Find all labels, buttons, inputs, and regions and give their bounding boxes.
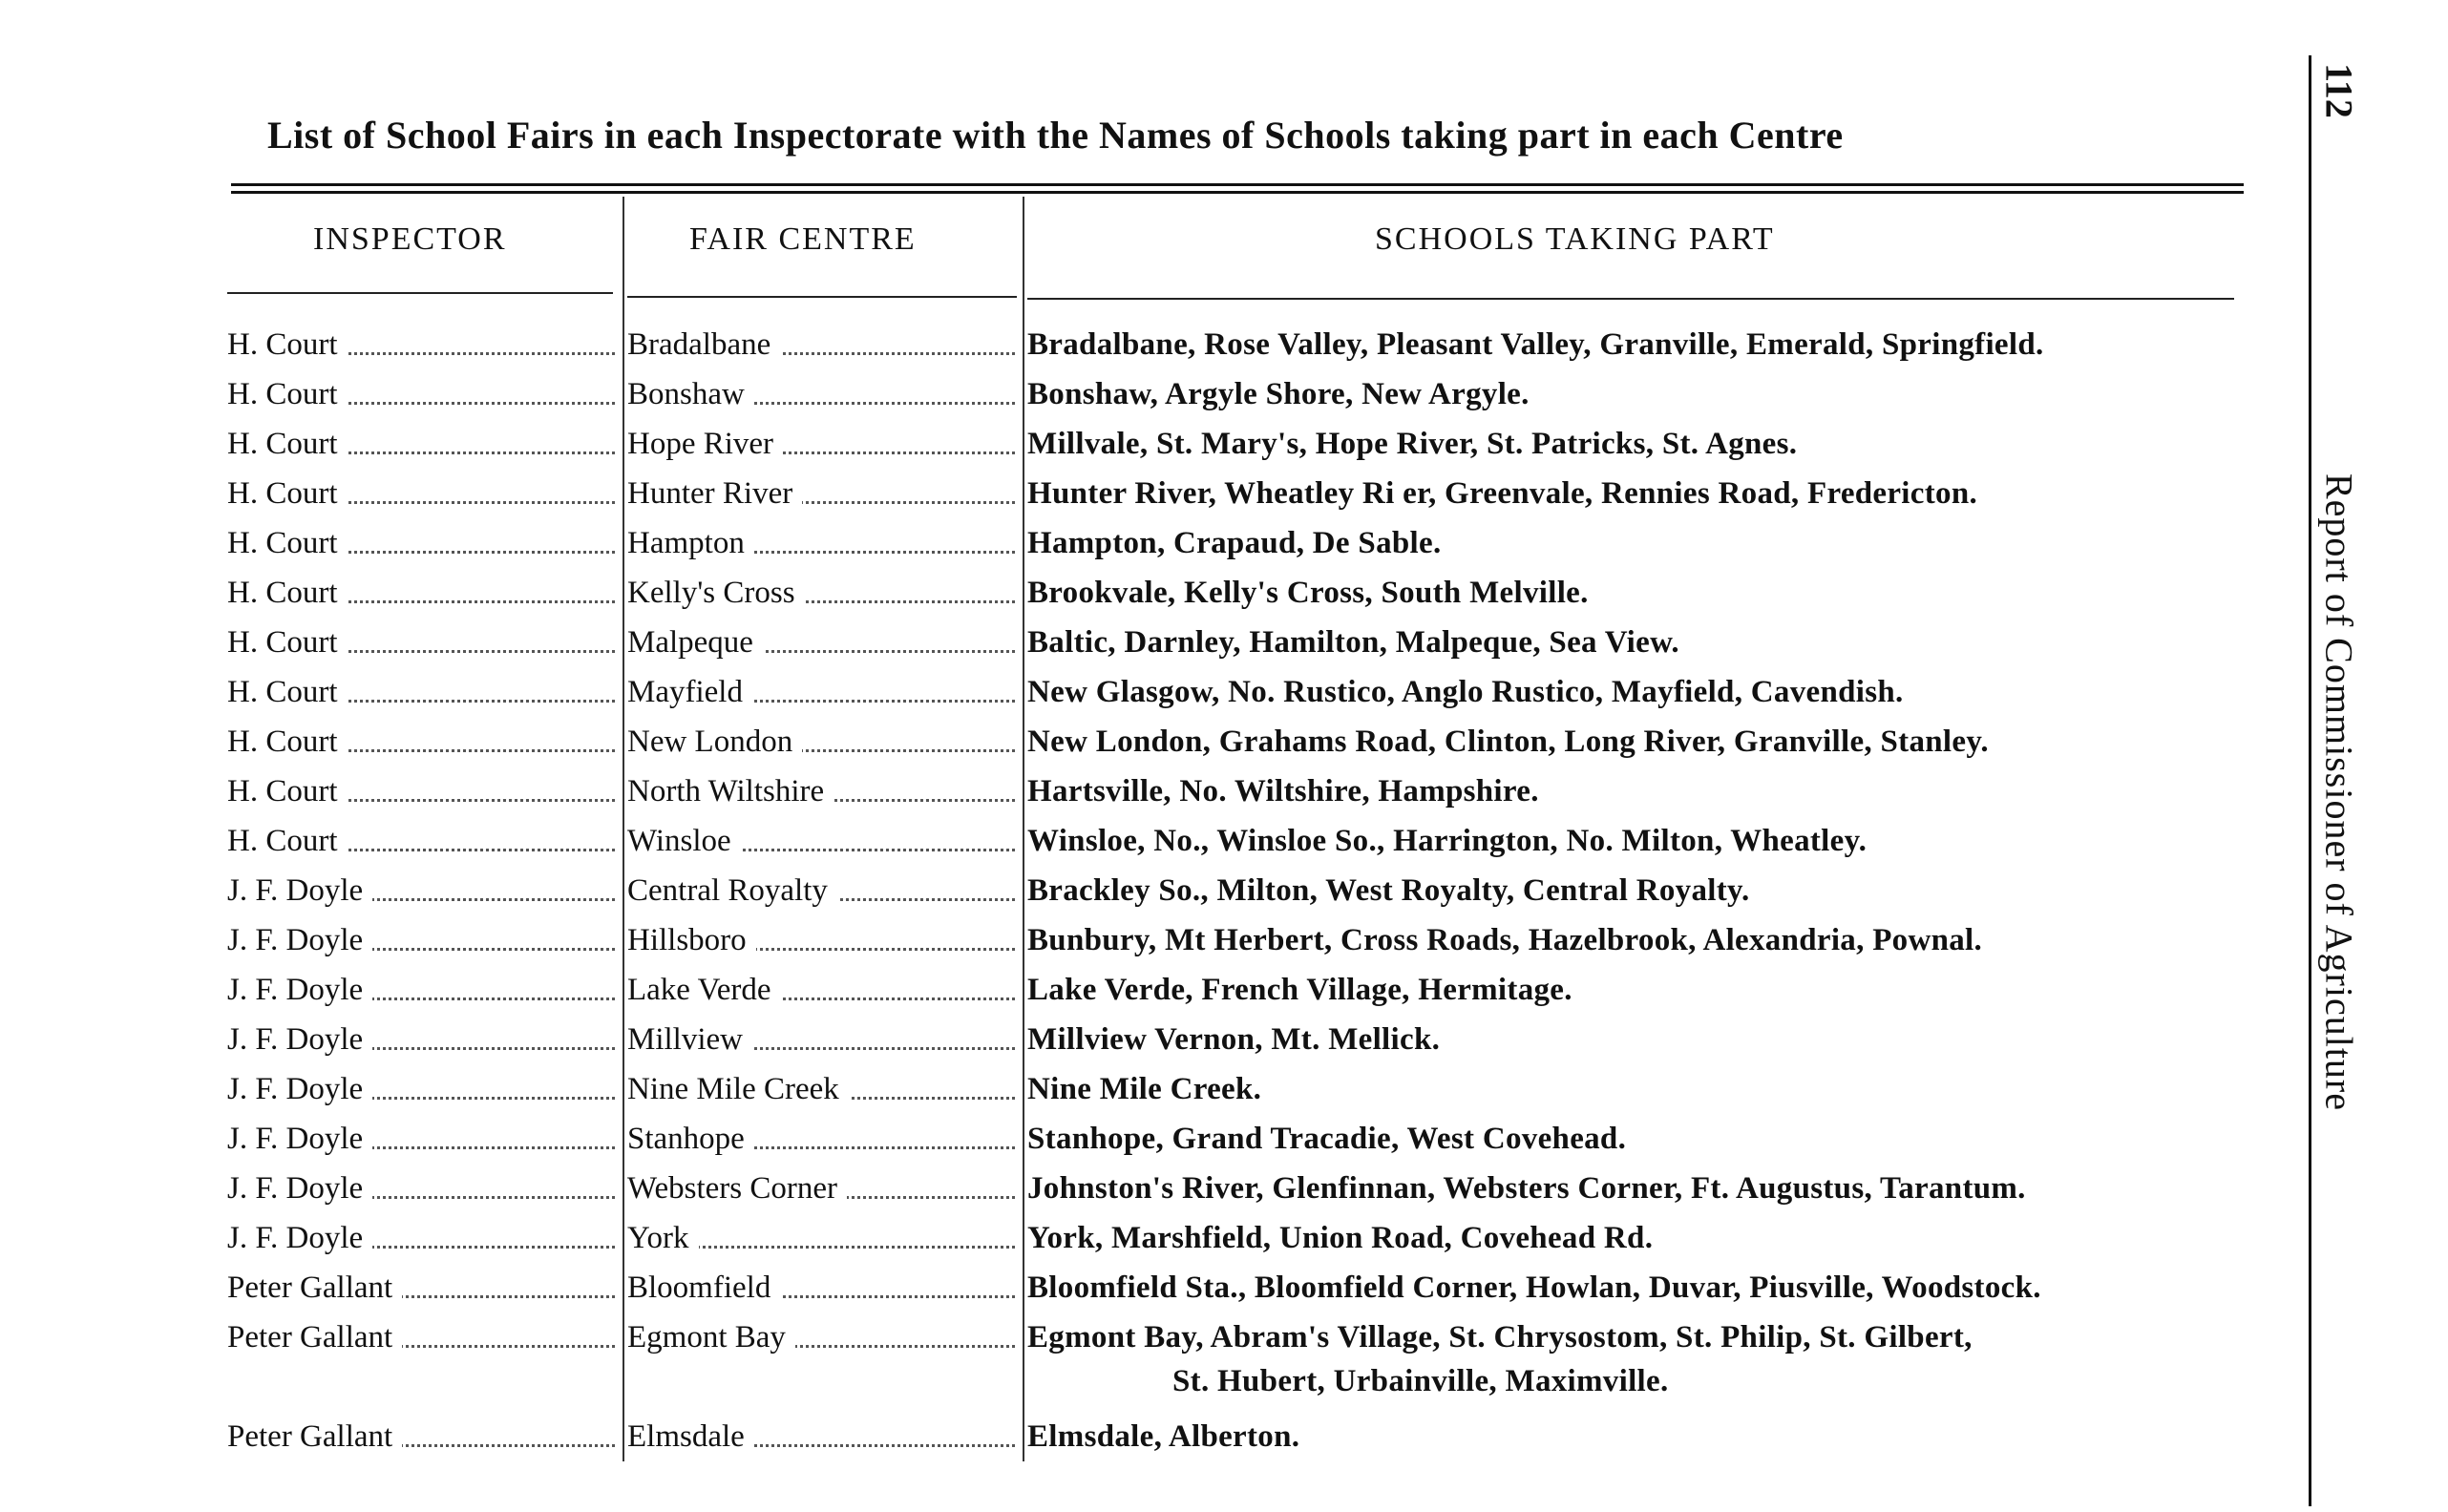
- fair-centre-cell-text: Bradalbane: [627, 327, 780, 362]
- inspector-cell: [227, 816, 619, 866]
- fair-centre-cell: [627, 1263, 1019, 1312]
- schools-cell: [1027, 1312, 2259, 1362]
- fair-centre-cell: [627, 1412, 1019, 1461]
- schools-cell: [1027, 866, 2259, 915]
- fair-centre-cell-text: Mayfield: [627, 675, 752, 709]
- fair-centre-cell: [627, 965, 1019, 1015]
- table-row: [0, 1064, 2448, 1114]
- schools-cell: [1027, 1064, 2259, 1114]
- schools-cell: [1027, 915, 2259, 965]
- running-title: [2311, 401, 2368, 1184]
- inspector-cell-text: H. Court: [227, 774, 348, 808]
- fair-centre-cell: [627, 766, 1019, 816]
- inspector-cell-text: H. Court: [227, 377, 348, 411]
- schools-cell-text: Elmsdale, Alberton.: [1027, 1419, 1309, 1454]
- inspector-cell: [227, 1263, 619, 1312]
- table-row: [0, 419, 2448, 469]
- header-inspector: INSPECTOR: [313, 221, 507, 257]
- schools-cell-text: Egmont Bay, Abram's Village, St. Chrysostom, St. Philip, St. Gilbert,: [1027, 1320, 1982, 1354]
- fair-centre-cell-text: Central Royalty: [627, 873, 837, 908]
- fair-centre-cell: [627, 866, 1019, 915]
- schools-cell: [1027, 1164, 2259, 1213]
- fair-centre-cell: [627, 1114, 1019, 1164]
- table-row: [0, 667, 2448, 717]
- inspector-cell-text: J. F. Doyle: [227, 1072, 372, 1106]
- fair-centre-cell-text: Stanhope: [627, 1122, 754, 1156]
- schools-cell: [1027, 518, 2259, 568]
- table-row: [0, 618, 2448, 667]
- inspector-cell-text: J. F. Doyle: [227, 1122, 372, 1156]
- table-row: [0, 1263, 2448, 1312]
- inspector-cell: [227, 518, 619, 568]
- inspector-cell-text: J. F. Doyle: [227, 1221, 372, 1255]
- fair-centre-cell-text: Winsloe: [627, 824, 741, 858]
- inspector-cell: [227, 369, 619, 419]
- header-schools: SCHOOLS TAKING PART: [1375, 221, 1775, 257]
- table-row: [0, 1114, 2448, 1164]
- inspector-cell-text: J. F. Doyle: [227, 1022, 372, 1057]
- schools-cell-text: Hunter River, Wheatley Ri er, Greenvale, Rennies Road, Fredericton.: [1027, 476, 1987, 511]
- inspector-cell-text: H. Court: [227, 327, 348, 362]
- fair-centre-cell: [627, 568, 1019, 618]
- schools-cell-text: Winsloe, No., Winsloe So., Harrington, No. Milton, Wheatley.: [1027, 824, 1876, 858]
- fair-centre-cell-text: Hampton: [627, 526, 754, 560]
- header-underline-1: [227, 292, 613, 294]
- fair-centre-cell-text: Malpeque: [627, 625, 763, 660]
- inspector-cell-text: H. Court: [227, 675, 348, 709]
- fair-centre-cell: [627, 1164, 1019, 1213]
- inspector-cell: [227, 766, 619, 816]
- fair-centre-cell-text: Hope River: [627, 427, 783, 461]
- fair-centre-cell: [627, 816, 1019, 866]
- schools-cell-text: Millvale, St. Mary's, Hope River, St. Patricks, St. Agnes.: [1027, 427, 1806, 461]
- table-row: [0, 816, 2448, 866]
- inspector-cell: [227, 915, 619, 965]
- inspector-cell-text: Peter Gallant: [227, 1320, 402, 1354]
- schools-cell-text: Stanhope, Grand Tracadie, West Covehead.: [1027, 1122, 1636, 1156]
- table-row: [0, 568, 2448, 618]
- double-rule-top: [231, 183, 2244, 186]
- schools-cell-text: York, Marshfield, Union Road, Covehead Rd.: [1027, 1221, 1662, 1255]
- inspector-cell-text: H. Court: [227, 824, 348, 858]
- schools-cell: [1027, 766, 2259, 816]
- fair-centre-cell: [627, 469, 1019, 518]
- header-fair-centre: FAIR CENTRE: [689, 221, 917, 257]
- fair-centre-cell-text: North Wiltshire: [627, 774, 834, 808]
- inspector-cell: [227, 1164, 619, 1213]
- table-row: [0, 369, 2448, 419]
- schools-cell: [1027, 717, 2259, 766]
- table-row: [0, 469, 2448, 518]
- inspector-cell-text: H. Court: [227, 427, 348, 461]
- header-underline-3: [1027, 298, 2234, 300]
- table-row: [0, 1213, 2448, 1263]
- fair-centre-cell: [627, 1312, 1019, 1362]
- fair-centre-cell: [627, 419, 1019, 469]
- fair-centre-cell: [627, 915, 1019, 965]
- schools-cell-text: Baltic, Darnley, Hamilton, Malpeque, Sea View.: [1027, 625, 1689, 660]
- schools-cell: [1027, 618, 2259, 667]
- schools-cell-text: New Glasgow, No. Rustico, Anglo Rustico, Mayfield, Cavendish.: [1027, 675, 1913, 709]
- page-title: List of School Fairs in each Inspectorate with the Names of Schools taking part in each Centre: [267, 114, 1844, 157]
- table-row: [0, 1164, 2448, 1213]
- inspector-cell: [227, 320, 619, 369]
- fair-centre-cell-text: Lake Verde: [627, 973, 781, 1007]
- fair-centre-cell: [627, 1015, 1019, 1064]
- running-title-text: Report of Commissioner of Agriculture: [2317, 472, 2361, 1112]
- schools-cell-text: Hartsville, No. Wiltshire, Hampshire.: [1027, 774, 1549, 808]
- schools-cell: [1027, 816, 2259, 866]
- schools-cell: [1027, 369, 2259, 419]
- inspector-cell-text: H. Court: [227, 526, 348, 560]
- inspector-cell-text: Peter Gallant: [227, 1270, 402, 1305]
- header-underline-2: [627, 296, 1017, 298]
- schools-cell: [1027, 667, 2259, 717]
- inspector-cell: [227, 667, 619, 717]
- schools-cell: [1027, 320, 2259, 369]
- page-number-text: 112: [2317, 63, 2361, 118]
- schools-cell-text: Bonshaw, Argyle Shore, New Argyle.: [1027, 377, 1539, 411]
- schools-cell: [1027, 1015, 2259, 1064]
- table-row: [0, 1412, 2448, 1461]
- fair-centre-cell: [627, 320, 1019, 369]
- inspector-cell: [227, 419, 619, 469]
- inspector-cell: [227, 1412, 619, 1461]
- fair-centre-cell: [627, 1064, 1019, 1114]
- fair-centre-cell: [627, 618, 1019, 667]
- fair-centre-cell: [627, 1213, 1019, 1263]
- fair-centre-cell-text: York: [627, 1221, 699, 1255]
- fair-centre-cell: [627, 518, 1019, 568]
- schools-cell-text: Brackley So., Milton, West Royalty, Central Royalty.: [1027, 873, 1760, 908]
- schools-cell-text: Bunbury, Mt Herbert, Cross Roads, Hazelbrook, Alexandria, Pownal.: [1027, 923, 1992, 957]
- schools-cell-text: Johnston's River, Glenfinnan, Websters Corner, Ft. Augustus, Tarantum.: [1027, 1171, 2036, 1206]
- schools-cell-text: Bradalbane, Rose Valley, Pleasant Valley, Granville, Emerald, Springfield.: [1027, 327, 2054, 362]
- fair-centre-cell-text: Millview: [627, 1022, 752, 1057]
- table-row: [0, 915, 2448, 965]
- page-number: [2311, 57, 2368, 124]
- schools-cell-text: Brookvale, Kelly's Cross, South Melville.: [1027, 576, 1598, 610]
- inspector-cell-text: J. F. Doyle: [227, 973, 372, 1007]
- inspector-cell: [227, 866, 619, 915]
- inspector-cell-text: Peter Gallant: [227, 1419, 402, 1454]
- fair-centre-cell-text: Elmsdale: [627, 1419, 754, 1454]
- table-row: [0, 965, 2448, 1015]
- inspector-cell-text: H. Court: [227, 625, 348, 660]
- schools-cell-text: Hampton, Crapaud, De Sable.: [1027, 526, 1451, 560]
- schools-cell: [1027, 965, 2259, 1015]
- schools-cell-text: Nine Mile Creek.: [1027, 1072, 1271, 1106]
- table-row: [0, 320, 2448, 369]
- schools-cell-text: Lake Verde, French Village, Hermitage.: [1027, 973, 1582, 1007]
- table-row: [0, 766, 2448, 816]
- inspector-cell: [227, 1114, 619, 1164]
- schools-cell: [1027, 1114, 2259, 1164]
- fair-centre-cell-text: Egmont Bay: [627, 1320, 795, 1354]
- schools-cell-text: Millview Vernon, Mt. Mellick.: [1027, 1022, 1449, 1057]
- inspector-cell-text: J. F. Doyle: [227, 923, 372, 957]
- table-row: [0, 1312, 2448, 1362]
- fair-centre-cell-text: Nine Mile Creek: [627, 1072, 849, 1106]
- fair-centre-cell-text: Hillsboro: [627, 923, 756, 957]
- schools-cell: [1027, 568, 2259, 618]
- fair-centre-cell: [627, 369, 1019, 419]
- inspector-cell: [227, 1015, 619, 1064]
- inspector-cell: [227, 965, 619, 1015]
- schools-cell: [1027, 419, 2259, 469]
- table-row: [0, 717, 2448, 766]
- fair-centre-cell-text: Websters Corner: [627, 1171, 847, 1206]
- fair-centre-cell-text: New London: [627, 724, 802, 759]
- schools-cell: [1027, 469, 2259, 518]
- table-row: [0, 518, 2448, 568]
- fair-centre-cell: [627, 717, 1019, 766]
- inspector-cell: [227, 1213, 619, 1263]
- inspector-cell: [227, 1312, 619, 1362]
- schools-cell: [1027, 1412, 2259, 1461]
- fair-centre-cell: [627, 667, 1019, 717]
- inspector-cell: [227, 717, 619, 766]
- table-row: [0, 1015, 2448, 1064]
- inspector-cell-text: J. F. Doyle: [227, 873, 372, 908]
- schools-cell: [1027, 1213, 2259, 1263]
- inspector-cell: [227, 469, 619, 518]
- inspector-cell-text: H. Court: [227, 476, 348, 511]
- inspector-cell-text: J. F. Doyle: [227, 1171, 372, 1206]
- schools-cell-text: New London, Grahams Road, Clinton, Long River, Granville, Stanley.: [1027, 724, 1998, 759]
- inspector-cell: [227, 618, 619, 667]
- inspector-cell: [227, 568, 619, 618]
- fair-centre-cell-text: Bonshaw: [627, 377, 754, 411]
- inspector-cell-text: H. Court: [227, 576, 348, 610]
- fair-centre-cell-text: Hunter River: [627, 476, 802, 511]
- schools-cell-text: Bloomfield Sta., Bloomfield Corner, Howlan, Duvar, Piusville, Woodstock.: [1027, 1270, 2051, 1305]
- fair-centre-cell-text: Kelly's Cross: [627, 576, 805, 610]
- schools-cell-continued: St. Hubert, Urbainville, Maximville.: [1172, 1364, 1669, 1398]
- fair-centre-cell-text: Bloomfield: [627, 1270, 780, 1305]
- inspector-cell-text: H. Court: [227, 724, 348, 759]
- inspector-cell: [227, 1064, 619, 1114]
- table-row: [0, 866, 2448, 915]
- double-rule-bottom: [231, 191, 2244, 194]
- schools-cell: [1027, 1263, 2259, 1312]
